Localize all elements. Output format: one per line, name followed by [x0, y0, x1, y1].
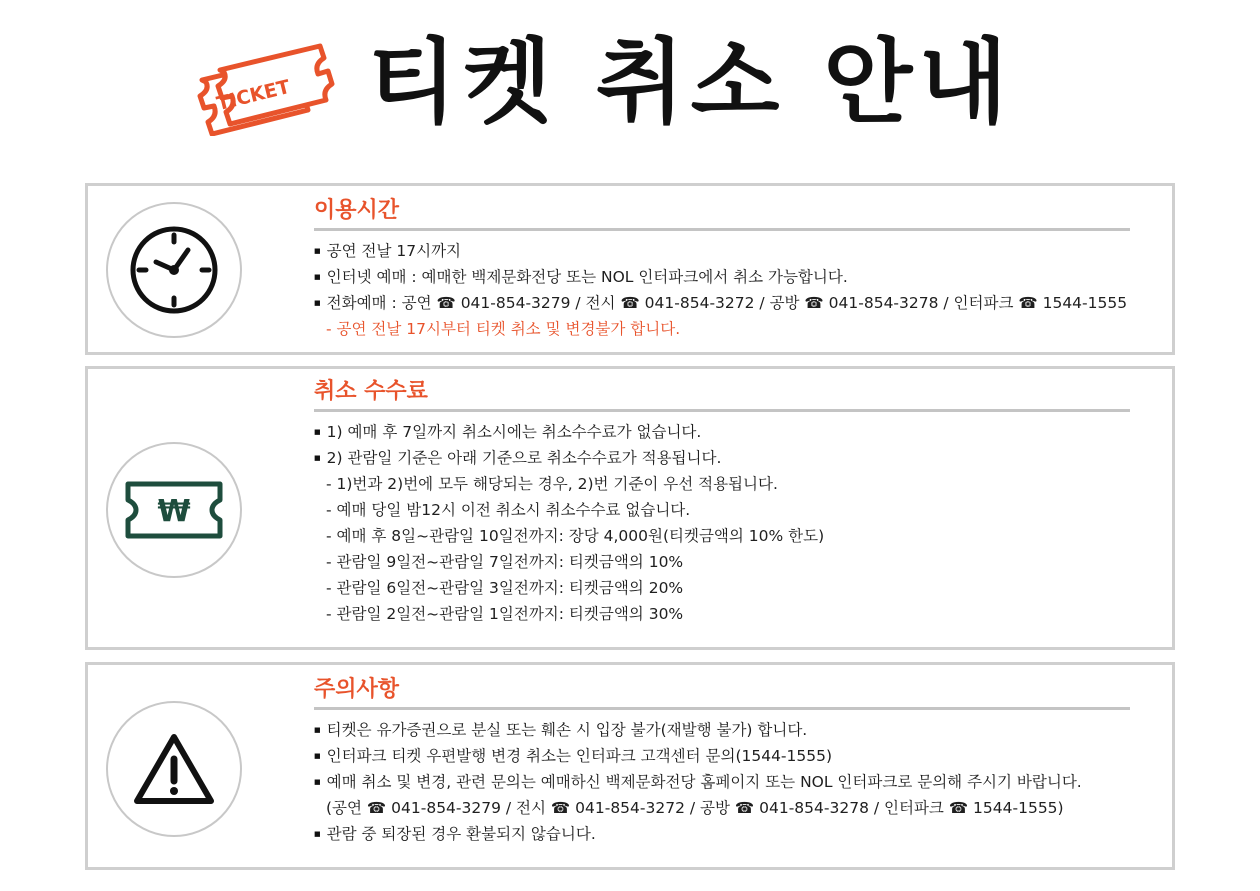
list-item: ■ 인터넷 예매 : 예매한 백제문화전당 또는 NOL 인터파크에서 취소 가능합니다. — [314, 264, 1130, 290]
header — [0, 0, 1260, 150]
list-item: - 관람일 6일전~관람일 3일전까지: 티켓금액의 20% — [326, 579, 684, 597]
list-item: (공연 ☎ 041-854-3279 / 전시 ☎ 041-854-3272 / 공방 ☎ 041-854-3278 / 인터파크 ☎ 1544-1555) — [326, 799, 1064, 817]
list-item: ■ 관람 중 퇴장된 경우 환불되지 않습니다. — [314, 821, 1130, 847]
icon-circle — [106, 701, 242, 837]
section-title: 이용시간 — [314, 198, 1130, 231]
section-precautions — [85, 662, 1175, 870]
won-ticket-icon — [124, 480, 224, 540]
section-lines — [314, 238, 1130, 342]
list-item: ■ 1) 예매 후 7일까지 취소시에는 취소수수료가 없습니다. — [314, 419, 1130, 445]
list-item: - 예매 당일 밤12시 이전 취소시 취소수수료 없습니다. — [326, 501, 691, 519]
list-item: ■ 공연 전날 17시까지 — [314, 238, 1130, 264]
section-content — [314, 379, 1130, 627]
section-content — [314, 677, 1130, 847]
icon-circle — [106, 442, 242, 578]
ticket-icon — [192, 40, 342, 136]
list-item: ■ 티켓은 유가증권으로 분실 또는 훼손 시 입장 불가(재발행 불가) 합니다. — [314, 717, 1130, 743]
section-lines — [314, 717, 1130, 847]
list-item: - 1)번과 2)번에 모두 해당되는 경우, 2)번 기준이 우선 적용됩니다. — [326, 475, 778, 493]
warning-icon — [132, 731, 216, 807]
section-cancel-fee — [85, 366, 1175, 650]
page-title: 티켓 취소 안내 — [368, 29, 1014, 136]
logo-text: TICKET — [214, 75, 293, 116]
list-item: - 예매 후 8일~관람일 10일전까지: 장당 4,000원(티켓금액의 10% 한도) — [326, 527, 825, 545]
list-item: ■ 인터파크 티켓 우편발행 변경 취소는 인터파크 고객센터 문의(1544-1555) — [314, 743, 1130, 769]
list-item: ■ 전화예매 : 공연 ☎ 041-854-3279 / 전시 ☎ 041-854-3272 / 공방 ☎ 041-854-3278 / 인터파크 ☎ 1544-1555 — [314, 290, 1130, 316]
section-content — [314, 198, 1130, 342]
list-item: ■ 예매 취소 및 변경, 관련 문의는 예매하신 백제문화전당 홈페이지 또는 NOL 인터파크로 문의해 주시기 바랍니다. — [314, 769, 1130, 795]
icon-circle — [106, 202, 242, 338]
list-item: - 관람일 2일전~관람일 1일전까지: 티켓금액의 30% — [326, 605, 684, 623]
section-usage-time — [85, 183, 1175, 355]
clock-icon — [128, 224, 220, 316]
list-item: ■ 2) 관람일 기준은 아래 기준으로 취소수수료가 적용됩니다. — [314, 445, 1130, 471]
section-title: 취소 수수료 — [314, 379, 1130, 412]
won-symbol: ₩ — [157, 494, 191, 529]
list-item: - 관람일 9일전~관람일 7일전까지: 티켓금액의 10% — [326, 553, 684, 571]
section-title: 주의사항 — [314, 677, 1130, 710]
section-lines — [314, 419, 1130, 627]
notice-line: - 공연 전날 17시부터 티켓 취소 및 변경불가 합니다. — [326, 320, 681, 338]
